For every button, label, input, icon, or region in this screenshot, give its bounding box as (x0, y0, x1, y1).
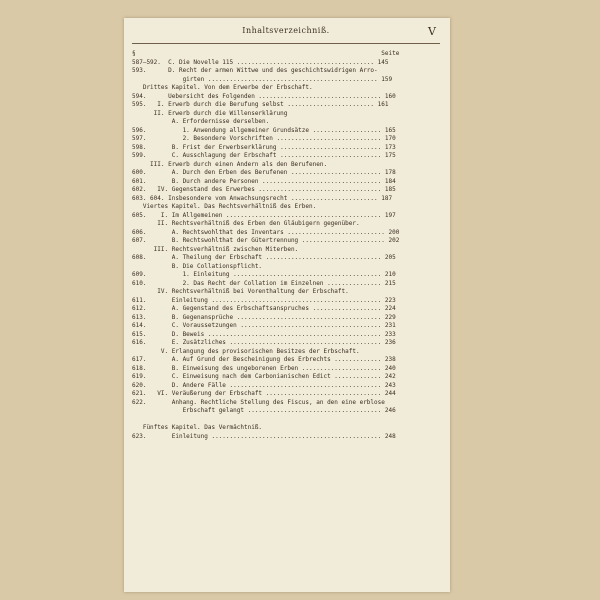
toc-line: Drittes Kapitel. Von dem Erwerbe der Erbschaft. (132, 84, 313, 91)
table-of-contents (132, 50, 440, 441)
running-title: Inhaltsverzeichniß. (242, 26, 330, 35)
toc-line: 594. Uebersicht des Folgenden .................................. 160 (132, 92, 396, 100)
toc-line: 611. Einleitung ............................................... 223 (132, 296, 396, 304)
toc-line: 610. 2. Das Recht der Collation im Einzelnen ............... 215 (132, 279, 396, 287)
toc-line: 600. A. Durch den Erben des Berufenen ......................... 178 (132, 169, 396, 176)
toc-line: A. Erfordernisse derselben. (132, 118, 270, 125)
toc-line: 595. I. Erwerb durch die Berufung selbst ........................ 161 (132, 101, 389, 108)
toc-line: 615. D. Beweis ................................................ 233 (132, 330, 396, 338)
toc-line: 606. A. Rechtswohlthat des Inventars ........................... 200 (132, 228, 400, 236)
toc-line: Fünftes Kapitel. Das Vermächtniß. (132, 424, 263, 431)
toc-line: 601. B. Durch andere Personen ................................. 184 (132, 177, 396, 185)
toc-line: B. Die Collationspflicht. (132, 262, 263, 270)
toc-line: 619. C. Einweisung nach dem Carbonianischen Edict ............. 242 (132, 373, 396, 380)
toc-line: 614. C. Voraussetzungen ....................................... 231 (132, 322, 396, 329)
toc-line: 623. Einleitung ............................................... 248 (132, 432, 396, 440)
toc-line: 617. A. Auf Grund der Bescheinigung des Erbrechts ............. 238 (132, 356, 396, 363)
toc-line: 587—592. C. Die Novelle 115 ...................................... 145 (132, 58, 389, 66)
toc-line: 603. 604. Insbesondere vom Anwachsungsrecht ........................ 187 (132, 194, 393, 202)
toc-line: 622. Anhang. Rechtliche Stellung des Fiscus, an den eine erblose (132, 398, 385, 406)
toc-line: 609. 1. Einleitung ......................................... 210 (132, 271, 396, 278)
toc-line: 602. IV. Gegenstand des Erwerbes .................................. 185 (132, 186, 396, 193)
toc-line: 593. D. Recht der armen Wittwe und des geschichtswidrigen Arro- (132, 67, 378, 74)
toc-line: 616. E. Zusätzliches .......................................... 236 (132, 339, 396, 346)
toc-line: 598. B. Frist der Erwerbserklärung ............................ 173 (132, 143, 396, 151)
toc-line: V. Erlangung des provisorischen Besitzes der Erbschaft. (132, 347, 360, 355)
page-content (132, 26, 440, 592)
toc-line: 596. 1. Anwendung allgemeiner Grundsätze ................... 165 (132, 126, 396, 134)
toc-line: Erbschaft gelangt ..................................... 246 (132, 407, 396, 414)
toc-line: 599. C. Ausschlagung der Erbschaft ............................ 175 (132, 152, 396, 159)
toc-line: III. Rechtsverhältniß zwischen Miterben. (132, 245, 299, 253)
toc-line: 608. A. Theilung der Erbschaft ................................ 205 (132, 254, 396, 261)
header-rule (132, 43, 440, 44)
toc-line (132, 416, 440, 425)
toc-line: § Seite (132, 50, 400, 57)
toc-line: 597. 2. Besondere Vorschriften ............................. 170 (132, 135, 396, 142)
toc-line: 620. D. Andere Fälle .......................................... 243 (132, 381, 396, 389)
toc-line: girten ............................................... 159 (132, 75, 393, 83)
toc-line: Viertes Kapitel. Das Rechtsverhältniß des Erben. (132, 203, 317, 210)
toc-line: IV. Rechtsverhältniß bei Vorenthaltung der Erbschaft. (132, 288, 349, 295)
page-header (132, 26, 440, 44)
page-number: V (428, 25, 436, 38)
toc-line: 618. B. Einweisung des ungeborenen Erben ...................... 240 (132, 364, 396, 372)
toc-line: II. Rechtsverhältniß des Erben den Gläubigern gegenüber. (132, 220, 360, 227)
toc-line: 612. A. Gegenstand des Erbschaftsanspruches ................... 224 (132, 305, 396, 312)
toc-line: II. Erwerb durch die Willenserklärung (132, 109, 288, 117)
toc-line: III. Erwerb durch einen Andern als den Berufenen. (132, 160, 328, 168)
toc-line: 607. B. Rechtswohlthat der Gütertrennung ....................... 202 (132, 237, 400, 244)
toc-line: 605. I. Im Allgemeinen ........................................... 197 (132, 211, 396, 219)
toc-line: 621. VI. Veräußerung der Erbschaft ................................ 244 (132, 390, 396, 397)
toc-line: 613. B. Gegenansprüche ........................................ 229 (132, 313, 396, 321)
